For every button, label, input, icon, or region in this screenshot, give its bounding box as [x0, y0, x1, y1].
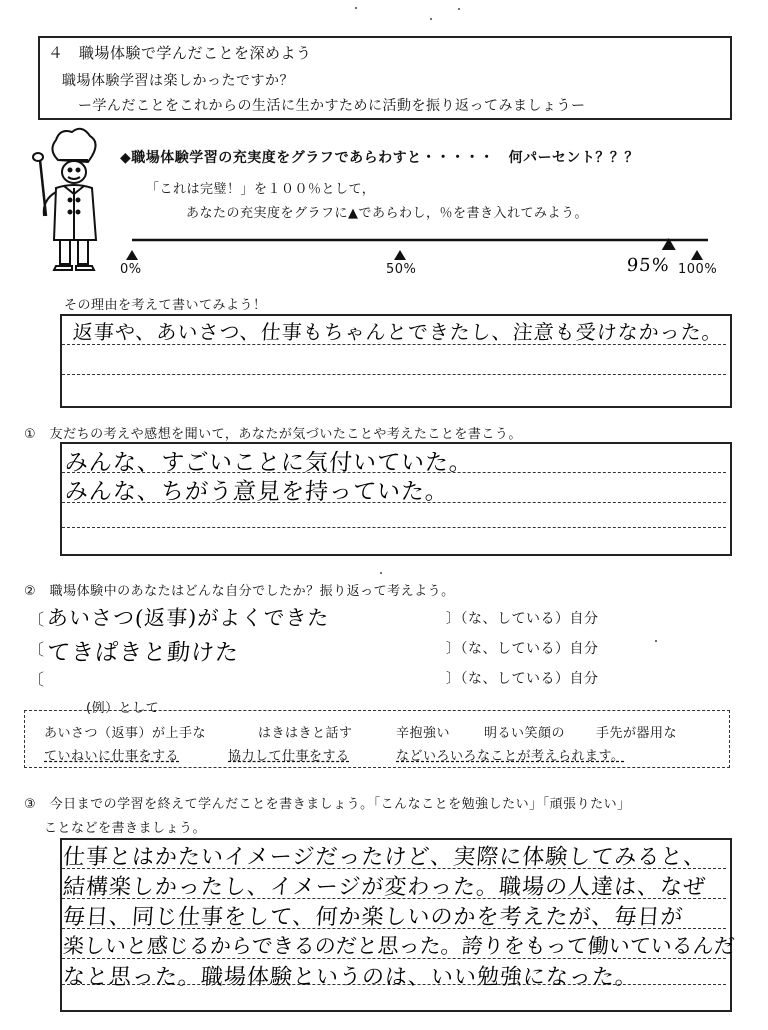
q1-prompt: ① 友だちの考えや感想を聞いて，あなたが気づいたことや考えたことを書こう。	[24, 427, 522, 442]
q3-answer-line-4: 楽しいと感じるからできるのだと思った。誇りをもって働いているんだ	[62, 934, 736, 958]
answer-percent-label: 95%	[626, 255, 671, 276]
q2-row-2-open: 〔	[28, 640, 45, 659]
tick-100-label: 100%	[678, 262, 718, 277]
example-1-1: あいさつ（返事）が上手な	[44, 726, 207, 741]
example-2-2: 協力して仕事をする	[228, 749, 350, 764]
example-1-4: 明るい笑顔の	[484, 726, 566, 741]
graph-heading: ◆職場体験学習の充実度をグラフであらわすと・・・・・ 何パーセント？？？	[120, 150, 639, 166]
q2-row-3-open: 〔	[28, 670, 45, 689]
graph-instruction-1: 「これは完璧！」を１００％として，	[146, 182, 376, 197]
tick-50-label: 50%	[386, 262, 417, 277]
tick-0-label: 0%	[120, 262, 142, 277]
q2-row-1-answer: あいさつ(返事)がよくできた	[46, 606, 331, 630]
q1-answer-line-1: みんな、すごいことに気付いていた。	[64, 450, 474, 476]
q3-answer-line-2: 結構楽しかったし、イメージが変わった。職場の人達は、なぜ	[62, 875, 707, 900]
example-1-5: 手先が器用な	[596, 726, 678, 741]
example-2-3: などいろいろなことが考えられます。	[396, 749, 625, 764]
q3-prompt-2: ことなどを書きましょう。	[44, 821, 207, 836]
q2-row-1-open: 〔	[28, 610, 45, 629]
q3-answer-line-1: 仕事とはかたいイメージだったけど、実際に体験してみると、	[62, 845, 708, 870]
q3-prompt-1: ③ 今日までの学習を終えて学んだことを書きましょう。「こんなことを勉強したい」「頑張りたい」	[24, 797, 631, 812]
section4-question: 職場体験学習は楽しかったですか？	[62, 73, 294, 89]
tick-100-marker	[691, 250, 703, 260]
graph-instruction-2: あなたの充実度をグラフに▲であらわし，％を書き入れてみよう。	[186, 206, 588, 221]
example-1-3: 辛抱強い	[396, 726, 451, 741]
tick-50-marker	[394, 250, 406, 260]
q3-answer-line-3: 毎日、同じ仕事をして、何か楽しいのかを考えたが、毎日が	[62, 905, 685, 930]
example-1-2: はきはきと話す	[258, 726, 353, 741]
q2-row-2-answer: てきぱきと動けた	[46, 640, 240, 666]
chef-illustration	[26, 120, 116, 280]
reason-prompt: その理由を考えて書いてみよう！	[64, 298, 267, 313]
section4-title: ４ 職場体験で学んだことを深めよう	[48, 44, 312, 62]
q1-answer-line-2: みんな、ちがう意見を持っていた。	[64, 479, 450, 505]
q2-example-label: (例）として	[86, 701, 160, 716]
q2-row-3-suffix: 〕（な、している）自分	[446, 671, 599, 687]
q2-row-1-suffix: 〕（な、している）自分	[446, 611, 599, 627]
example-2-1: ていねいに仕事をする	[44, 749, 180, 764]
reason-answer: 返事や、あいさつ、仕事もちゃんとできたし、注意も受けなかった。	[72, 320, 724, 344]
q2-prompt: ② 職場体験中のあなたはどんな自分でしたか？振り返って考えよう。	[24, 584, 455, 599]
q3-answer-line-5: なと思った。職場体験というのは、いい勉強になった。	[62, 965, 639, 990]
q2-row-2-suffix: 〕（な、している）自分	[446, 641, 599, 657]
section4-subtitle: ー学んだことをこれからの生活に生かすために活動を振り返ってみましょうー	[78, 98, 586, 114]
tick-0-marker	[126, 250, 138, 260]
